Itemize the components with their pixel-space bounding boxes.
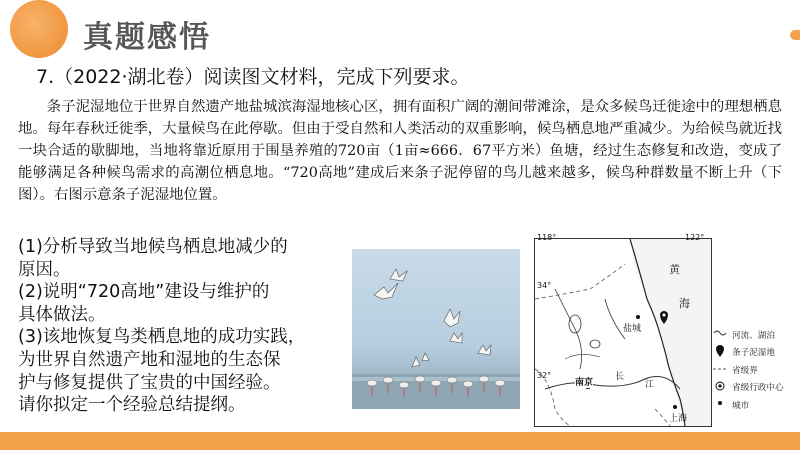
map-label-lat-32: 32° [537,371,552,380]
birds-photo [352,249,520,409]
legend-label: 省级界 [732,365,758,376]
legend-row [712,396,800,414]
map-label-nanjing: 南京 [575,375,593,388]
sub-question-line: (2)说明“720高地”建设与维护的 [18,282,270,303]
map-legend [712,326,800,414]
question-heading: 7.（2022·湖北卷）阅读图文材料，完成下列要求。 [36,66,470,88]
birds-photo-image [352,249,520,409]
map-label-lon-122: 122° [685,233,705,242]
sub-question-line: 为世界自然遗产地和湿地的生态保 [18,349,281,370]
map-label-sea-2: 海 [679,297,690,310]
legend-row [712,326,800,344]
legend-label: 河流、湖泊 [732,330,775,341]
legend-row [712,379,800,397]
map-label-sea-1: 黄 [669,263,680,276]
river-lake-icon [712,328,728,341]
legend-label: 省级行政中心 [732,383,784,394]
legend-label: 条子泥湿地 [732,348,775,359]
passage-paragraph: 条子泥湿地位于世界自然遗产地盐城滨海湿地核心区，拥有面积广阔的潮间带滩涂，是众多候鸟迁徙途中的理想栖息地。每年春秋迁徙季，大量候鸟在此停歇。但由于受自然和人类活动的双重影响，候鸟栖息地严重减少。为给候鸟就近找一块合适的歇脚地，当地将靠近原用于围垦养殖的720亩（1亩≈666．67平方米）鱼塘，经过生态修复和改造，变成了能够满足各种候鸟需求的高潮位栖息地。“720高地”建成后来条子泥停留的鸟儿越来越多，候鸟种群数量不断上升（下图）。右图示意条子泥湿地位置。 [18,99,782,203]
sub-question-line: 具体做法。 [18,304,106,325]
decorative-orange-circle [10,0,68,58]
decorative-dot [790,30,800,40]
sub-question-line: 护与修复提供了宝贵的中国经验。 [18,372,281,393]
legend-label: 城市 [732,400,750,411]
capital-icon [712,381,728,394]
sub-question-line: (3)该地恢复鸟类栖息地的成功实践， [18,327,306,348]
map-label-river-2: 江 [645,380,655,390]
sub-question-line: (1)分析导致当地候鸟栖息地减少的 [18,237,288,257]
map-label-lon-118: 118° [537,233,557,242]
map-label-shanghai: 上海 [669,414,688,424]
sub-question-line: 原因。 [18,259,71,280]
map-label-yancheng: 盐城 [623,324,642,334]
location-map [534,233,712,427]
province-boundary-icon [712,365,728,375]
legend-row [712,344,800,362]
map-label-river-1: 长 [615,372,625,382]
page-title: 真题感悟 [83,20,211,55]
location-pin-icon [712,345,728,360]
bottom-accent-bar [0,432,800,450]
city-dot-icon [712,398,728,411]
legend-row [712,361,800,379]
passage-text [18,96,782,206]
sub-questions [18,236,360,417]
sub-question-line: 请你拟定一个经验总结提纲。 [18,395,246,416]
map-label-lat-34: 34° [537,281,552,290]
